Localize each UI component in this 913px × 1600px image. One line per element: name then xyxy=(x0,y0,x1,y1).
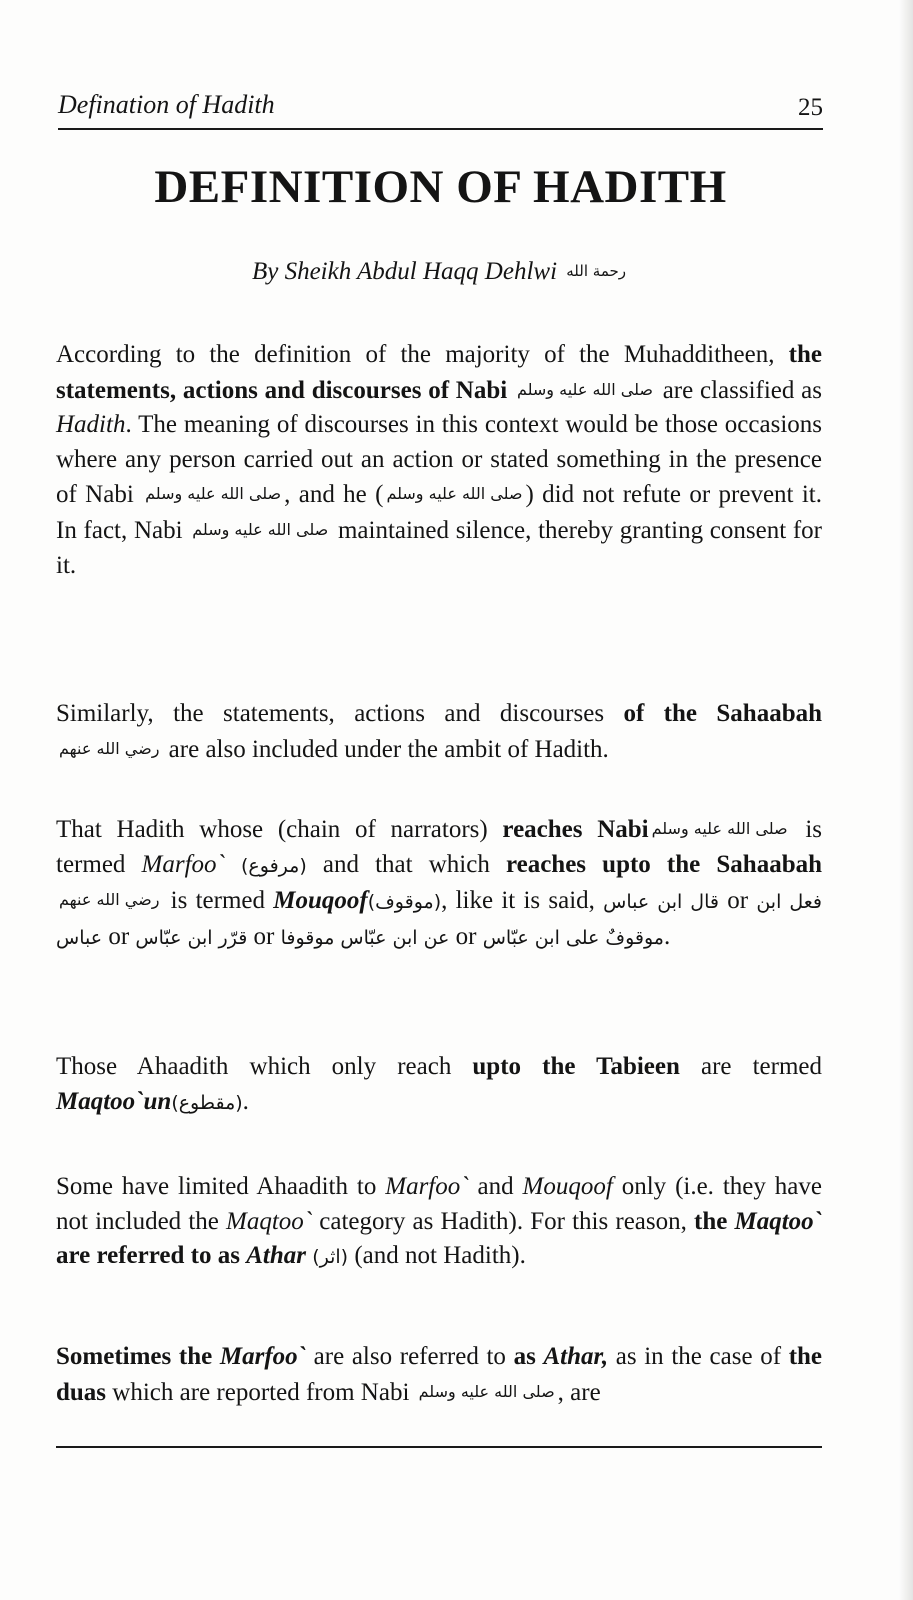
bold-text: are referred to as xyxy=(56,1242,247,1270)
bold-text: of the Sahaabah xyxy=(623,700,823,727)
byline xyxy=(58,258,823,286)
text: , like it is said, xyxy=(441,887,604,915)
term-maqtoo-un: Maqtoo`un xyxy=(56,1087,172,1115)
rahmatullah-honorific: رحمة الله xyxy=(566,262,627,280)
arabic-mouqoof: (موقوف) xyxy=(367,891,442,914)
or-text: or xyxy=(253,922,275,950)
arabic-example-5: موقوفٌ على ابن عبّاس xyxy=(482,926,664,949)
text: which are reported from Nabi xyxy=(106,1378,416,1406)
paragraph-athar xyxy=(56,1170,822,1275)
arabic-maqtoo: (مقطوع) xyxy=(171,1091,243,1114)
arabic-example-4: عن ابن عبّاس موقوفا xyxy=(280,926,450,949)
text: are termed xyxy=(679,1053,822,1080)
bold-text: the xyxy=(694,1207,735,1235)
or-text: or xyxy=(455,922,477,950)
running-header xyxy=(58,88,823,130)
term-athar: Athar xyxy=(246,1242,306,1270)
text: (and not Hadith). xyxy=(348,1242,526,1270)
bottom-rule xyxy=(56,1446,822,1448)
bold-text: the statements, actions and discourses of Nabi xyxy=(56,341,822,404)
arabic-example-1: قال ابن عباس xyxy=(603,891,719,914)
paragraph-definition xyxy=(56,338,822,583)
text: Those Ahaadith which only reach xyxy=(56,1053,473,1080)
term-maqtoo: Maqtoo` xyxy=(226,1207,313,1235)
text: category as Hadith). For this reason, xyxy=(312,1207,695,1235)
paragraph-sahaabah xyxy=(56,697,822,767)
bold-text: the duas xyxy=(56,1343,823,1406)
chapter-title: DEFINITION OF HADITH xyxy=(154,161,727,213)
text: . xyxy=(663,922,671,950)
arabic-example-2: فعل ابن عباس xyxy=(56,891,823,949)
text: , are xyxy=(557,1378,601,1406)
arabic-athar: (اثر) xyxy=(312,1246,349,1269)
text: maintained silence, thereby granting consent for it. xyxy=(56,516,822,579)
or-text: or xyxy=(108,922,130,950)
term-mouqoof: Mouqoof xyxy=(273,887,368,915)
text: are classified as xyxy=(655,376,822,404)
bold-text: upto the Tabieen xyxy=(472,1053,680,1080)
text: That Hadith whose (chain of narrators) xyxy=(56,816,503,843)
text: is termed xyxy=(56,816,822,878)
text: are also referred to xyxy=(306,1343,514,1370)
term-maqtoo: Maqtoo` xyxy=(734,1207,822,1235)
paragraph-marfoo-mouqoof xyxy=(56,812,822,955)
text: , and he ( xyxy=(284,481,384,509)
text: Some have limited Ahaadith to xyxy=(56,1173,386,1200)
text: Similarly, the statements, actions and discourses xyxy=(56,700,624,727)
salutation-honorific: صلى الله عليه وسلم xyxy=(145,484,282,504)
paragraph-duas xyxy=(56,1340,822,1410)
bold-text: Sometimes the xyxy=(56,1343,220,1370)
or-text: or xyxy=(727,887,749,915)
text: is termed xyxy=(162,887,274,915)
salutation-honorific: صلى الله عليه وسلم xyxy=(192,519,329,539)
salutation-honorific: صلى الله عليه وسلم xyxy=(516,379,653,399)
term-athar: Athar, xyxy=(543,1343,609,1370)
text: only (i.e. they have not included the xyxy=(56,1173,822,1235)
bold-text: reaches Nabi xyxy=(502,816,649,843)
term-marfoo: Marfoo` xyxy=(141,850,225,878)
text: and that which xyxy=(306,850,506,878)
salutation-honorific: صلى الله عليه وسلم xyxy=(418,1381,555,1401)
text: According to the definition of the majority of the Muhadditheen, xyxy=(56,341,789,368)
radiyallahu-honorific: رضي الله عنهم xyxy=(59,890,160,910)
term-marfoo: Marfoo` xyxy=(385,1173,469,1200)
italic-text: Hadith xyxy=(56,411,126,439)
bold-text: as xyxy=(513,1343,544,1370)
text: . xyxy=(242,1087,249,1115)
text: as in the case of xyxy=(608,1343,789,1370)
text: ) did not refute or prevent it. In fact, Nabi xyxy=(56,481,822,544)
arabic-example-3: قرّر ابن عبّاس xyxy=(135,926,248,949)
arabic-marfoo: (مرفوع) xyxy=(241,854,307,877)
bold-text: reaches upto the Sahaabah xyxy=(505,850,823,878)
text: . The meaning of discourses in this context would be those occasions where any person carried out an action or stated something in the presence of Nabi xyxy=(56,411,822,509)
radiyallahu-honorific: رضي الله عنهم xyxy=(59,738,160,758)
byline-text: By Sheikh Abdul Haqq Dehlwi xyxy=(251,258,558,285)
text: and xyxy=(468,1173,523,1200)
text: are also included under the ambit of Hadith. xyxy=(162,735,609,763)
term-mouqoof: Mouqoof xyxy=(522,1173,613,1200)
paragraph-maqtoo xyxy=(56,1050,822,1120)
running-title: Defination of Hadith xyxy=(58,90,275,119)
salutation-honorific: صلى الله عليه وسلم xyxy=(386,484,523,504)
salutation-honorific: صلى الله عليه وسلم xyxy=(651,819,788,838)
term-marfoo: Marfoo` xyxy=(219,1343,306,1370)
page-number: 25 xyxy=(798,94,823,121)
